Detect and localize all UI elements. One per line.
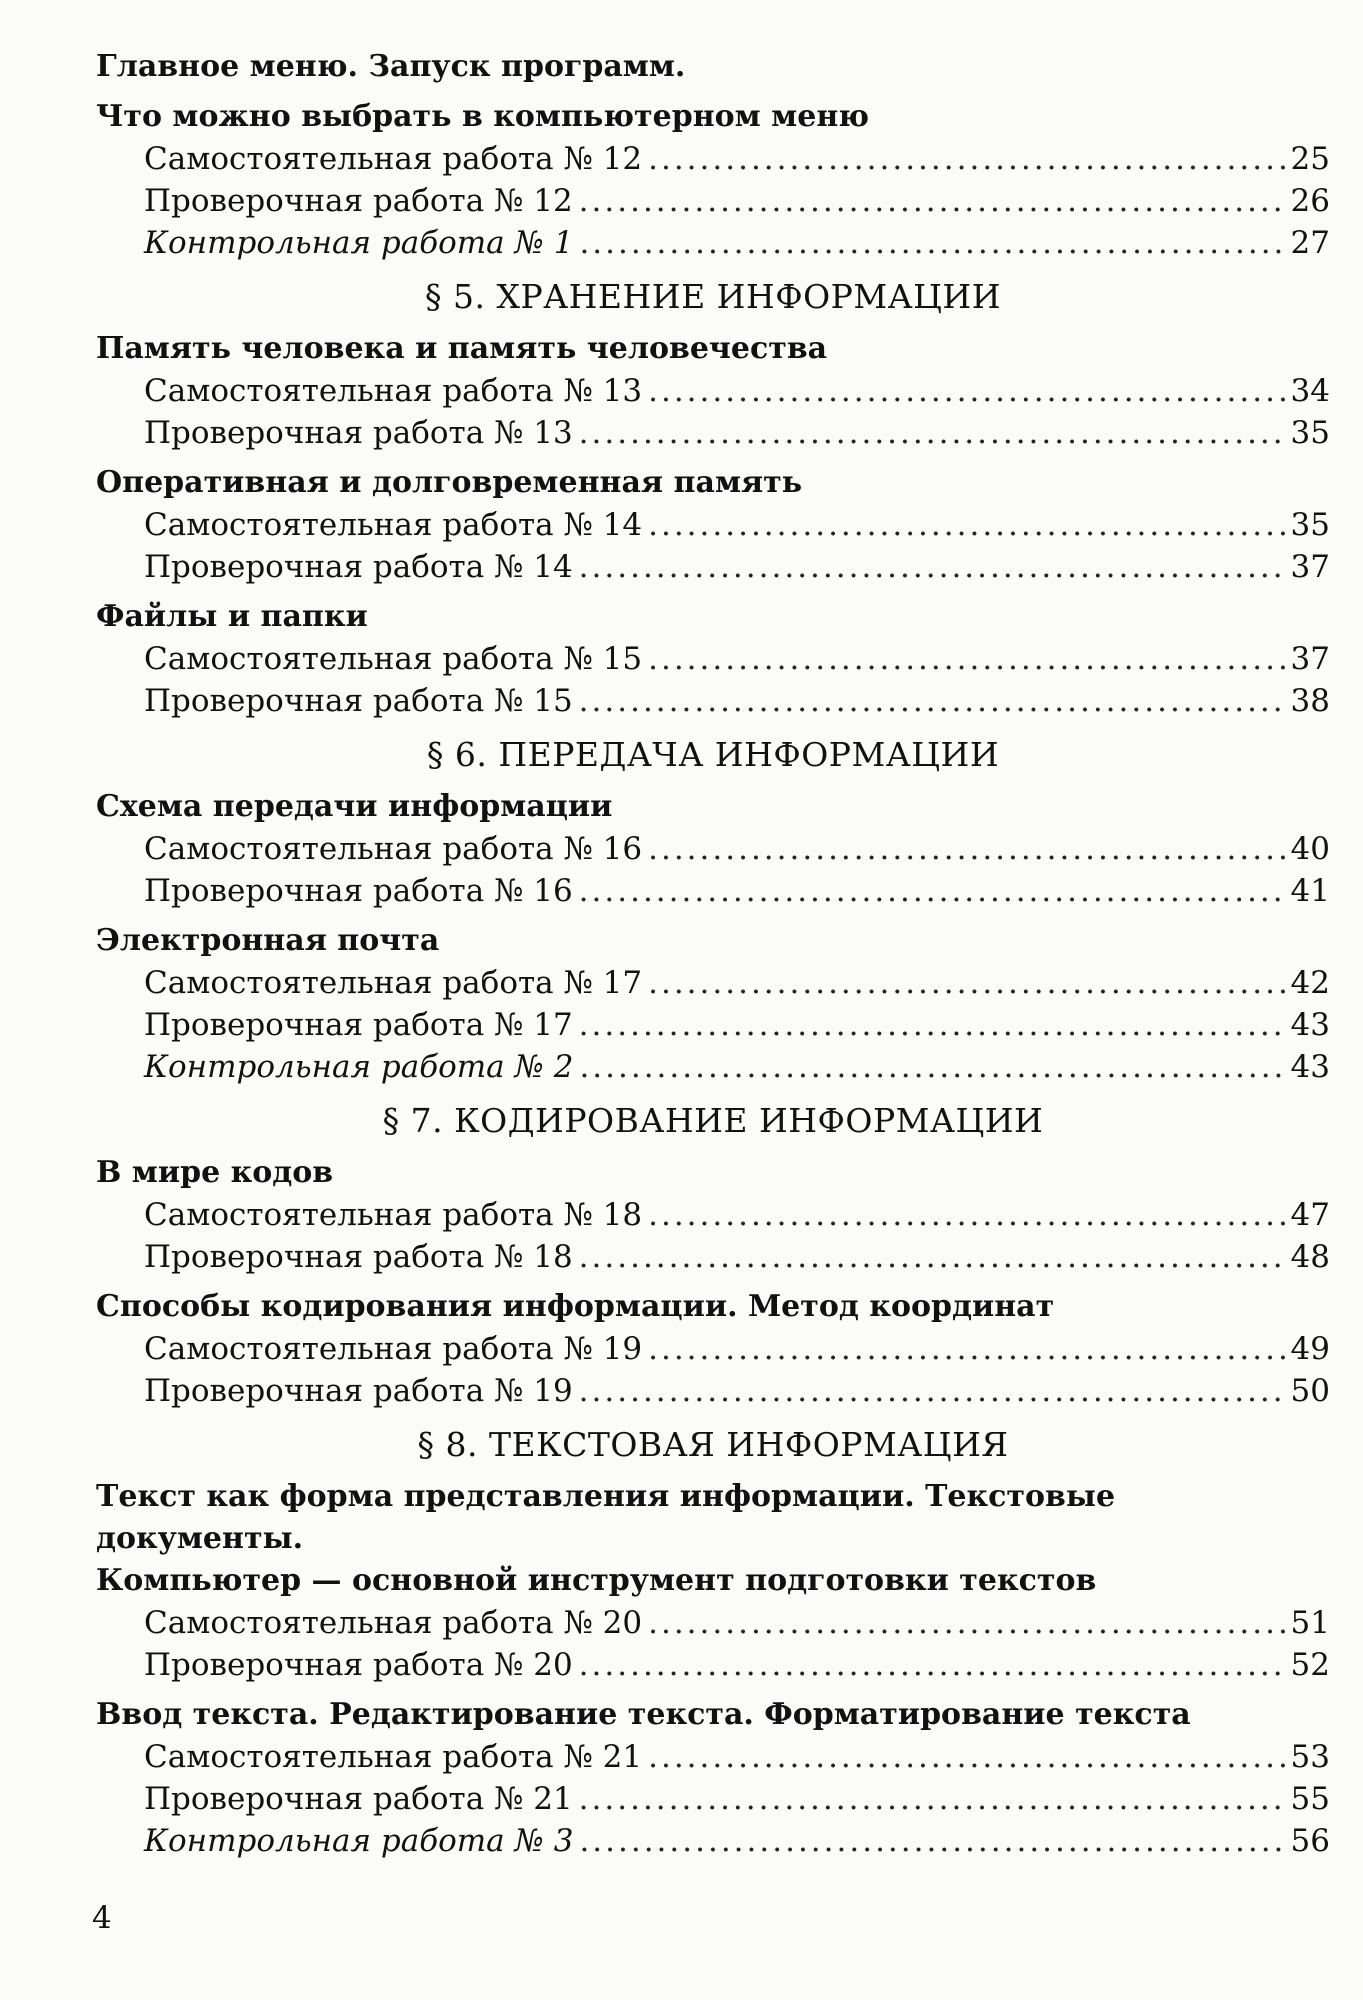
- toc-topic-heading: Компьютер — основной инструмент подготовки текстов: [96, 1563, 1097, 1598]
- toc-entry: [96, 1778, 1330, 1820]
- toc-topic-heading: Схема передачи информации: [96, 789, 613, 824]
- toc-topic-heading: Файлы и папки: [96, 599, 368, 634]
- toc-entry-page-number: 35: [1290, 415, 1330, 451]
- toc-entry-test: [96, 222, 1330, 264]
- toc-dot-leader: [648, 828, 1284, 870]
- toc-entry-label: Проверочная работа № 15: [144, 683, 573, 719]
- toc-entry: [96, 138, 1330, 180]
- toc-entry-page-number: 52: [1290, 1647, 1330, 1683]
- toc-entry: [96, 1644, 1330, 1686]
- toc-dot-leader: [648, 962, 1284, 1004]
- table-of-contents: [96, 46, 1330, 1862]
- toc-entry-label: Проверочная работа № 20: [144, 1647, 573, 1683]
- toc-entry-page-number: 56: [1290, 1823, 1330, 1859]
- toc-section-title: § 5. ХРАНЕНИЕ ИНФОРМАЦИИ: [425, 277, 1001, 316]
- toc-entry-label: Проверочная работа № 16: [144, 873, 573, 909]
- toc-entry-page-number: 47: [1290, 1197, 1330, 1233]
- toc-entry-page-number: 35: [1290, 507, 1330, 543]
- toc-entry-label: Проверочная работа № 12: [144, 183, 573, 219]
- toc-entry-page-number: 50: [1290, 1373, 1330, 1409]
- toc-dot-leader: [579, 1820, 1284, 1862]
- toc-entry: [96, 180, 1330, 222]
- toc-dot-leader: [648, 370, 1284, 412]
- toc-entry-page-number: 43: [1290, 1007, 1330, 1043]
- toc-entry-label: Самостоятельная работа № 15: [144, 641, 643, 677]
- toc-topic-heading: Электронная почта: [96, 923, 440, 958]
- toc-entry-label: Самостоятельная работа № 19: [144, 1331, 643, 1367]
- toc-entry-label: Самостоятельная работа № 14: [144, 507, 643, 543]
- toc-dot-leader: [648, 638, 1284, 680]
- toc-entry-test: [96, 1046, 1330, 1088]
- toc-entry: [96, 1004, 1330, 1046]
- toc-entry: [96, 1602, 1330, 1644]
- toc-entry-label: Контрольная работа № 3: [144, 1823, 574, 1859]
- toc-dot-leader: [579, 180, 1285, 222]
- toc-entry-label: Проверочная работа № 19: [144, 1373, 573, 1409]
- toc-dot-leader: [648, 1736, 1284, 1778]
- toc-entry-page-number: 38: [1290, 683, 1330, 719]
- toc-topic-heading: Что можно выбрать в компьютерном меню: [96, 99, 870, 134]
- toc-entry: [96, 680, 1330, 722]
- toc-dot-leader: [579, 222, 1284, 264]
- toc-topic-heading: В мире кодов: [96, 1155, 334, 1190]
- toc-entry: [96, 1370, 1330, 1412]
- toc-entry-label: Контрольная работа № 1: [144, 225, 574, 261]
- toc-entry-page-number: 43: [1290, 1049, 1330, 1085]
- toc-entry-label: Проверочная работа № 14: [144, 549, 573, 585]
- toc-entry-page-number: 41: [1290, 873, 1330, 909]
- toc-dot-leader: [579, 1644, 1285, 1686]
- toc-entry-label: Самостоятельная работа № 16: [144, 831, 643, 867]
- toc-entry-page-number: 34: [1290, 373, 1330, 409]
- toc-dot-leader: [579, 1370, 1285, 1412]
- toc-entry-label: Контрольная работа № 2: [144, 1049, 574, 1085]
- toc-entry-page-number: 55: [1290, 1781, 1330, 1817]
- toc-entry-page-number: 48: [1290, 1239, 1330, 1275]
- toc-dot-leader: [579, 680, 1285, 722]
- toc-entry: [96, 1194, 1330, 1236]
- toc-entry-label: Самостоятельная работа № 17: [144, 965, 643, 1001]
- toc-entry-label: Самостоятельная работа № 18: [144, 1197, 643, 1233]
- toc-entry-label: Самостоятельная работа № 21: [144, 1739, 643, 1775]
- toc-entry-label: Проверочная работа № 18: [144, 1239, 573, 1275]
- toc-topic-heading: Главное меню. Запуск программ.: [96, 49, 686, 84]
- toc-entry: [96, 638, 1330, 680]
- toc-entry: [96, 546, 1330, 588]
- toc-entry: [96, 370, 1330, 412]
- toc-entry: [96, 412, 1330, 454]
- toc-topic-heading: Память человека и память человечества: [96, 331, 828, 366]
- toc-dot-leader: [579, 546, 1285, 588]
- toc-entry: [96, 962, 1330, 1004]
- toc-dot-leader: [579, 1236, 1285, 1278]
- toc-entry-page-number: 37: [1290, 549, 1330, 585]
- toc-entry-label: Самостоятельная работа № 12: [144, 141, 643, 177]
- toc-dot-leader: [579, 1046, 1284, 1088]
- toc-entry-page-number: 37: [1290, 641, 1330, 677]
- toc-entry-page-number: 42: [1290, 965, 1330, 1001]
- toc-entry-label: Проверочная работа № 17: [144, 1007, 573, 1043]
- toc-entry-page-number: 27: [1290, 225, 1330, 261]
- toc-entry: [96, 870, 1330, 912]
- toc-entry: [96, 1736, 1330, 1778]
- toc-topic-heading: Текст как форма представления информации. Текстовые документы.: [96, 1479, 1116, 1556]
- toc-entry: [96, 504, 1330, 546]
- toc-dot-leader: [579, 1778, 1285, 1820]
- toc-entry-page-number: 40: [1290, 831, 1330, 867]
- toc-dot-leader: [579, 412, 1285, 454]
- toc-entry-label: Самостоятельная работа № 13: [144, 373, 643, 409]
- toc-topic-heading: Способы кодирования информации. Метод координат: [96, 1289, 1055, 1324]
- toc-entry-page-number: 51: [1290, 1605, 1330, 1641]
- toc-entry: [96, 1236, 1330, 1278]
- page-number: 4: [92, 1900, 112, 1936]
- toc-entry-label: Проверочная работа № 21: [144, 1781, 573, 1817]
- toc-section-title: § 7. КОДИРОВАНИЕ ИНФОРМАЦИИ: [382, 1101, 1044, 1140]
- toc-entry-label: Проверочная работа № 13: [144, 415, 573, 451]
- toc-topic-heading: Оперативная и долговременная память: [96, 465, 803, 500]
- toc-entry-test: [96, 1820, 1330, 1862]
- toc-entry: [96, 1328, 1330, 1370]
- toc-topic-heading: Ввод текста. Редактирование текста. Форматирование текста: [96, 1697, 1191, 1732]
- toc-entry-page-number: 49: [1290, 1331, 1330, 1367]
- toc-entry-page-number: 25: [1290, 141, 1330, 177]
- toc-dot-leader: [648, 504, 1284, 546]
- toc-entry-page-number: 26: [1290, 183, 1330, 219]
- toc-entry-label: Самостоятельная работа № 20: [144, 1605, 643, 1641]
- toc-dot-leader: [579, 870, 1285, 912]
- toc-dot-leader: [648, 1602, 1284, 1644]
- toc-entry-page-number: 53: [1290, 1739, 1330, 1775]
- toc-dot-leader: [579, 1004, 1285, 1046]
- toc-section-title: § 8. ТЕКСТОВАЯ ИНФОРМАЦИЯ: [417, 1425, 1009, 1464]
- toc-dot-leader: [648, 1194, 1284, 1236]
- toc-dot-leader: [648, 1328, 1284, 1370]
- toc-section-title: § 6. ПЕРЕДАЧА ИНФОРМАЦИИ: [426, 735, 1000, 774]
- toc-entry: [96, 828, 1330, 870]
- toc-dot-leader: [648, 138, 1284, 180]
